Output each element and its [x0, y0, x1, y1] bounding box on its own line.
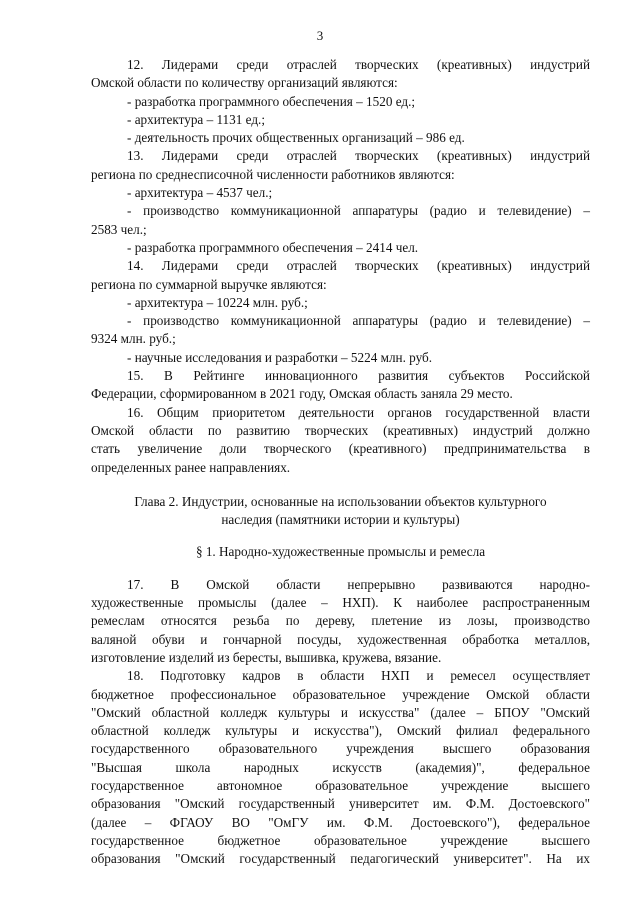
text-line: 15. В Рейтинге инновационного развития субъектов Российской: [127, 368, 590, 384]
text-line: "Омский областной колледж культуры и искусства" (далее – БПОУ "Омский: [91, 704, 590, 720]
list-item: - разработка программного обеспечения – 1520 ед.;: [127, 93, 416, 109]
text-line: региона по среднесписочной численности работников являются:: [91, 166, 455, 182]
paragraph-15: [91, 367, 590, 404]
text-line: 17. В Омской области непрерывно развиваются народно-: [127, 576, 590, 592]
paragraph-12: [91, 56, 590, 147]
text-line: художественные промыслы (далее – НХП). К наиболее распространенным: [91, 595, 590, 611]
text-line: 13. Лидерами среди отраслей творческих (креативных) индустрий: [127, 148, 590, 164]
text-line: 18. Подготовку кадров в области НХП и ремесел осуществляет: [127, 668, 590, 684]
chapter-heading: [91, 493, 590, 530]
text-line: региона по суммарной выручке являются:: [91, 276, 327, 292]
text-line: определенных ранее направлениях.: [91, 459, 291, 475]
text-line: образования "Омский государственный педагогический университет". На их: [91, 851, 590, 867]
text-line: образования "Омский государственный университет им. Ф.М. Достоевского": [91, 796, 590, 812]
text-line: бюджетное профессиональное образовательное учреждение Омской области: [91, 686, 590, 702]
list-item: - деятельность прочих общественных организаций – 986 ед.: [127, 130, 465, 146]
text-line: 14. Лидерами среди отраслей творческих (креативных) индустрий: [127, 258, 590, 274]
text-line: изготовление изделий из бересты, вышивка, кружева, вязание.: [91, 649, 442, 665]
heading-line: Глава 2. Индустрии, основанные на использовании объектов культурного: [134, 493, 547, 509]
text-line: 16. Общим приоритетом деятельности органов государственной власти: [127, 404, 590, 420]
heading-line: наследия (памятники истории и культуры): [221, 512, 460, 528]
text-line: валяной обуви и гончарной посуды, художественная обработка металлов,: [91, 631, 590, 647]
paragraph-13: [91, 147, 590, 257]
list-item: - архитектура – 10224 млн. руб.;: [127, 294, 308, 310]
list-item: - архитектура – 4537 чел.;: [127, 185, 273, 201]
text-line: 12. Лидерами среди отраслей творческих (креативных) индустрий: [127, 57, 590, 72]
text-line: государственное автономное образовательное учреждение высшего: [91, 777, 590, 793]
text-line: "Высшая школа народных искусств (академия)", федеральное: [91, 759, 590, 775]
list-item: - производство коммуникационной аппаратуры (радио и телевидение) –: [127, 313, 590, 329]
list-item: - разработка программного обеспечения – 2414 чел.: [127, 239, 419, 255]
text-line: (далее – ФГАОУ ВО "ОмГУ им. Ф.М. Достоевского"), федеральное: [91, 814, 590, 830]
paragraph-14: [91, 257, 590, 367]
list-item-continuation: 9324 млн. руб.;: [91, 331, 176, 347]
page-number: 3: [316, 28, 324, 43]
paragraph-17: [91, 576, 590, 667]
text-line: Омской области по количеству организаций являются:: [91, 75, 398, 91]
text-line: государственного образовательного учреждения высшего образования: [91, 741, 590, 757]
list-item: - архитектура – 1131 ед.;: [127, 111, 265, 127]
text-line: Омской области по развитию творческих (креативных) индустрий должно: [91, 422, 590, 438]
text-line: стать увеличение доли творческого (креативного) предпринимательства в: [91, 441, 590, 457]
document-body: [91, 56, 590, 868]
text-line: Федерации, сформированном в 2021 году, Омская область заняла 29 место.: [91, 386, 513, 402]
list-item-continuation: 2583 чел.;: [91, 221, 147, 237]
text-line: областной колледж культуры и искусства"), Омский филиал федерального: [91, 723, 590, 739]
list-item: - производство коммуникационной аппаратуры (радио и телевидение) –: [127, 203, 590, 219]
section-heading: § 1. Народно-художественные промыслы и ремесла: [195, 544, 486, 560]
text-line: государственное бюджетное образовательное учреждение высшего: [91, 832, 590, 848]
paragraph-16: [91, 404, 590, 477]
text-line: ремеслам относятся резьба по дереву, плетение из лозы, производство: [91, 613, 590, 629]
list-item: - научные исследования и разработки – 5224 млн. руб.: [127, 349, 433, 365]
paragraph-18: [91, 667, 590, 868]
